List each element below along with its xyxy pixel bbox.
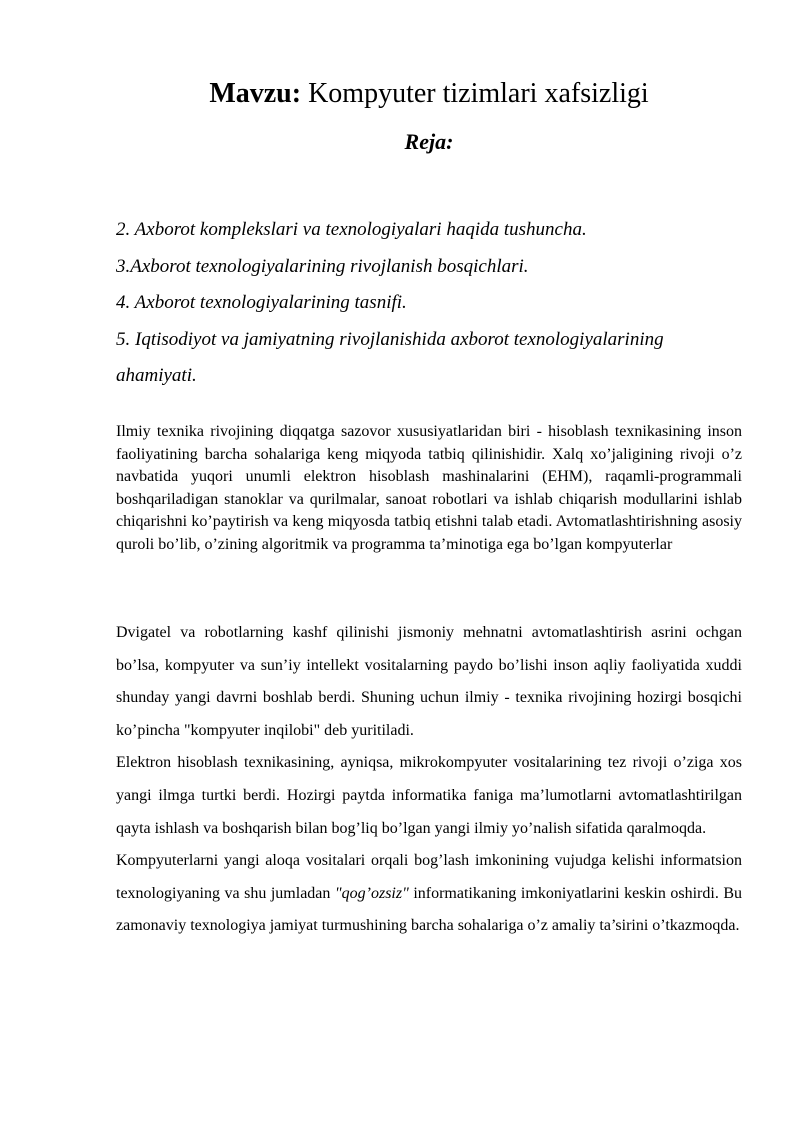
paragraph-text-after: informatikaning imkoniyatlarini keskin oshirdi. Bu zamonaviy texnologiya jamiyat turmushining barcha sohalariga o’z amaliy ta’sirini o’tkazmoqda.: [116, 884, 743, 935]
title-prefix: Mavzu:: [209, 78, 302, 109]
plan-item: ahamiyati.: [116, 365, 197, 386]
plan-item: 3.Axborot texnologiyalarining rivojlanish bosqichlari.: [116, 255, 529, 277]
plan-heading: Reja:: [404, 129, 454, 154]
plan-item: 5. Iqtisodiyot va jamiyatning rivojlanishida axborot texnologiyalarining: [116, 328, 664, 350]
paragraph-intro: Ilmiy texnika rivojining diqqatga sazovor xususiyatlaridan biri - hisoblash texnikasining inson faoliyatining barcha sohalariga keng miqyoda tatbiq qilinishidir. Xalq xo’jaligining rivoji o’z navbatida yuqori unumli elektron hisoblash mashinalarini (EHM), raqamli-programmali boshqariladigan stanoklar va qurilmalar, sanoat robotlari va ishlab chiqarish modullarini ishlab chiqarishni ko’paytirish va keng miqyosda tatbiq etishni talab etadi. Avtomatlashtirishning asosiy quroli bo’lib, o’zining algoritmik va programma ta’minotiga ega bo’lgan kompyuterlar: [116, 423, 742, 553]
paragraph-informatics: Elektron hisoblash texnikasining, ayniqsa, mikrokompyuter vositalarining tez rivoji o’ziga xos yangi ilmga turtki berdi. Hozirgi paytda informatika faniga ma’lumotlarni avtomatlashtirilgan qayta ishlash va boshqarish bilan bog’liq bo’lgan yangi ilmiy yo’nalish sifatida qaralmoqda.: [116, 754, 742, 837]
document-title: [0, 76, 800, 112]
paragraph-text-before: Kompyuterlarni yangi aloqa vositalari orqali bog’lash imkonining vujudga kelishi informatsion texnologiyaning va shu jumladan: [116, 852, 742, 902]
paragraph-engines: Dvigatel va robotlarning kashf qilinishi jismoniy mehnatni avtomatlashtirish asrini ochgan bo’lsa, kompyuter va sun’iy intellekt vositalarning paydo bo’lishi inson aqliy faoliyatida xuddi shunday yangi davrni boshlab berdi. Shuning uchun ilmiy - texnika rivojining hozirgi bosqichi ko’pincha "kompyuter inqilobi" deb yuritiladi.: [116, 624, 742, 739]
body-text: [116, 617, 742, 943]
plan-list: [116, 212, 756, 395]
paragraph-communication: [116, 845, 742, 943]
plan-item: 2. Axborot komplekslari va texnologiyalari haqida tushuncha.: [116, 219, 587, 240]
paragraph-emphasis: "qog’ozsiz": [334, 884, 409, 902]
title-text: Kompyuter tizimlari xafsizligi: [308, 78, 649, 109]
plan-item: 4. Axborot texnologiyalarining tasnifi.: [116, 292, 407, 313]
